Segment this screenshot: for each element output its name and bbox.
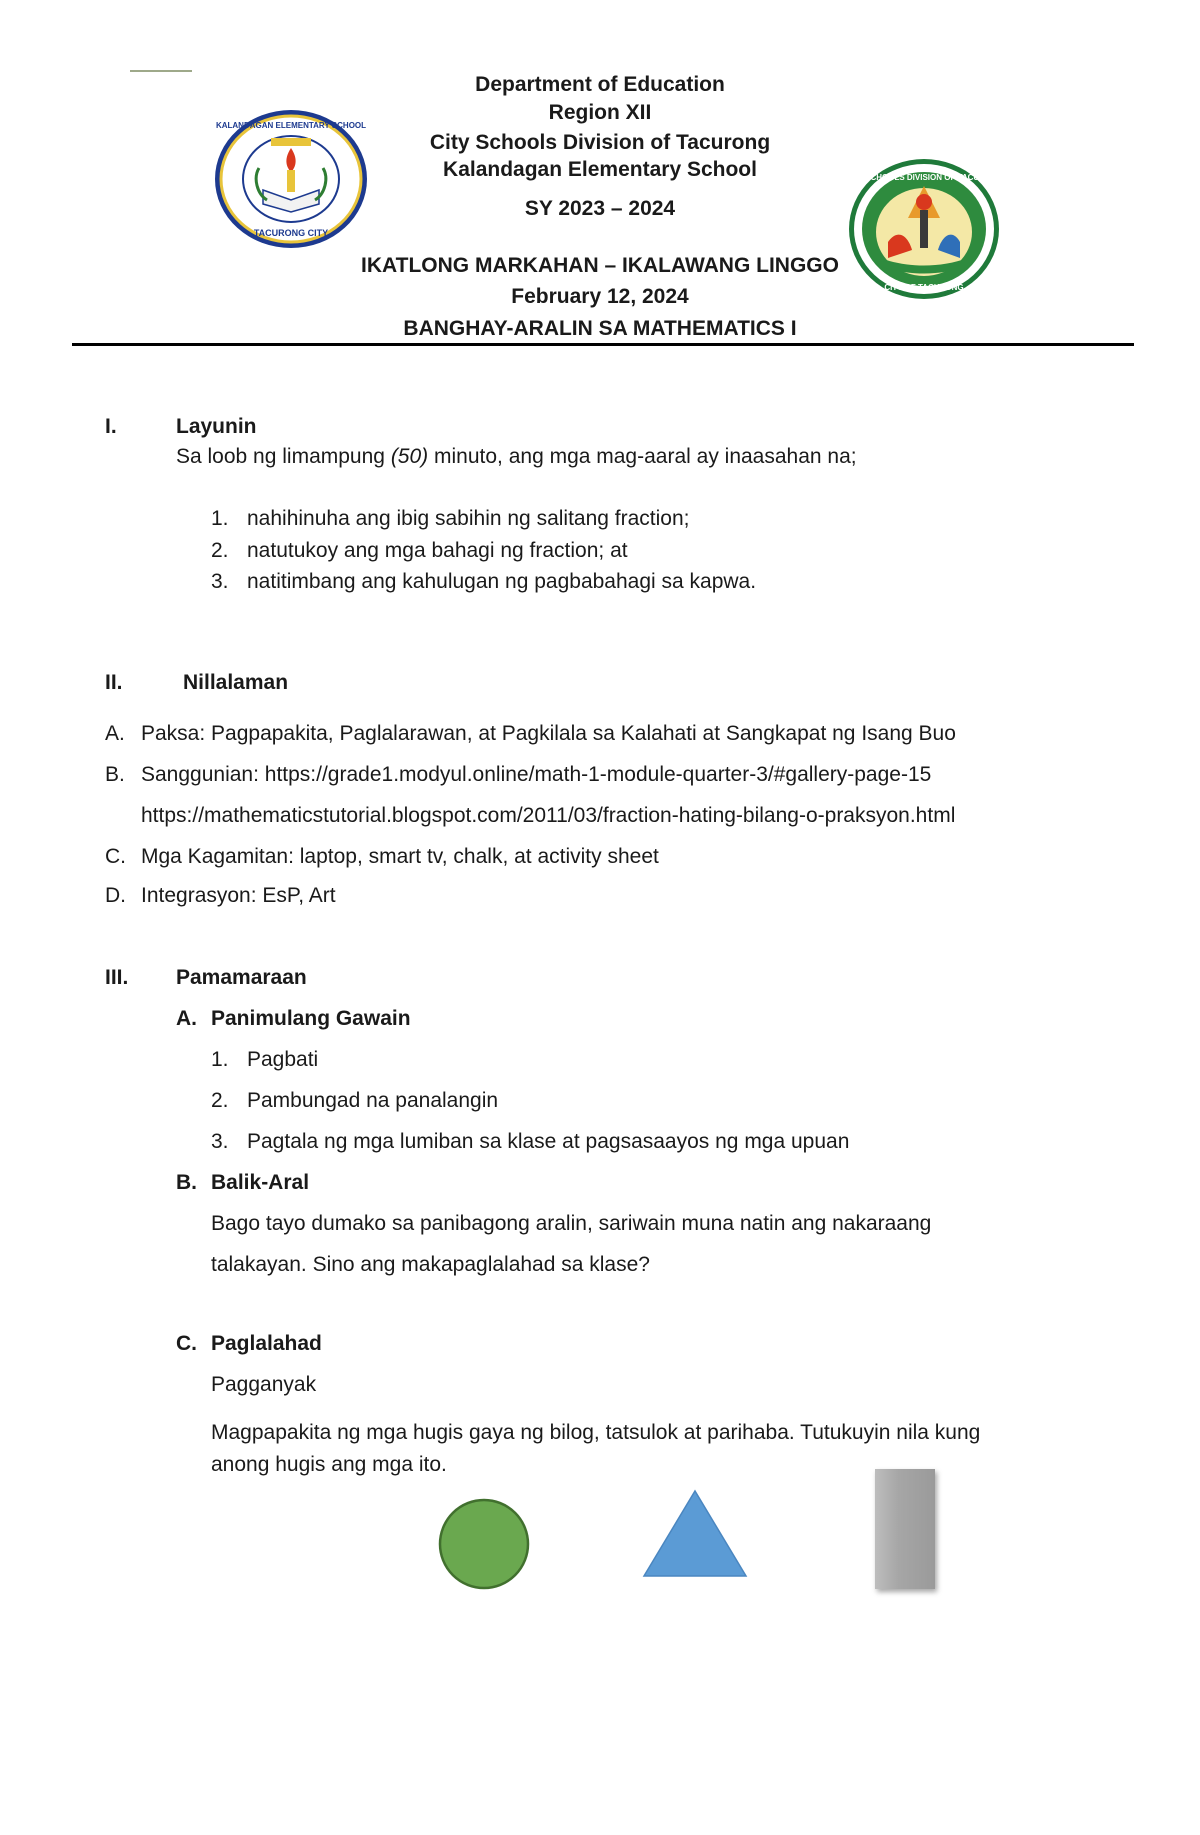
review-text-line-1: Bago tayo dumako sa panibagong aralin, sariwain muna natin ang nakaraang	[211, 1212, 932, 1235]
subsection-c-letter: C.	[176, 1332, 197, 1355]
svg-text:KALANDAGAN ELEMENTARY SCHOOL: KALANDAGAN ELEMENTARY SCHOOL	[215, 121, 367, 130]
motivation-text-line-2: anong hugis ang mga ito.	[211, 1453, 447, 1476]
subsection-a-title: Panimulang Gawain	[211, 1007, 411, 1030]
intro-emphasis: (50)	[390, 445, 429, 468]
header-region: Region XII	[548, 101, 652, 124]
subsection-c-title: Paglalahad	[211, 1332, 322, 1355]
content-reference-link: Sanggunian: https://grade1.modyul.online/math-1-module-quarter-3/#gallery-page-15	[141, 763, 932, 786]
header-rule	[72, 343, 1134, 346]
triangle-shape	[640, 1488, 750, 1580]
objective-number: 3.	[211, 570, 229, 593]
header-quarter: IKATLONG MARKAHAN – IKALAWANG LINGGO	[361, 254, 839, 277]
circle-shape	[437, 1497, 531, 1591]
content-reference-link-2: https://mathematicstutorial.blogspot.com/2011/03/fraction-hating-bilang-o-praksyon.html	[141, 804, 956, 827]
section-1-number: I.	[105, 415, 117, 438]
header-title: BANGHAY-ARALIN SA MATHEMATICS I	[403, 317, 797, 340]
header-school-year: SY 2023 – 2024	[524, 197, 676, 220]
review-text-line-2: talakayan. Sino ang makapaglalahad sa klase?	[211, 1253, 650, 1276]
subsection-b-letter: B.	[176, 1171, 197, 1194]
motivation-text-line-1: Magpapakita ng mga hugis gaya ng bilog, tatsulok at parihaba. Tutukuyin nila kung	[211, 1421, 981, 1444]
section-2-title: Nillalaman	[183, 671, 289, 694]
content-letter: D.	[105, 884, 126, 907]
section-3-title: Pamamaraan	[176, 966, 307, 989]
objective-item: natutukoy ang mga bahagi ng fraction; at	[247, 539, 628, 562]
activity-number: 2.	[211, 1089, 229, 1112]
motivation-label: Pagganyak	[211, 1373, 317, 1396]
objective-number: 2.	[211, 539, 229, 562]
activity-number: 3.	[211, 1130, 229, 1153]
top-left-mark	[130, 70, 192, 72]
content-letter: B.	[105, 763, 125, 786]
activity-item: Pagtala ng mga lumiban sa klase at pagsasaayos ng mga upuan	[247, 1130, 850, 1153]
svg-text:CITY OF TACURONG: CITY OF TACURONG	[884, 283, 964, 292]
content-letter: C.	[105, 845, 126, 868]
content-topic: Paksa: Pagpapakita, Paglalarawan, at Pagkilala sa Kalahati at Sangkapat ng Isang Buo	[141, 722, 956, 745]
objective-item: natitimbang ang kahulugan ng pagbabahagi sa kapwa.	[247, 570, 757, 593]
activity-number: 1.	[211, 1048, 229, 1071]
header-division: City Schools Division of Tacurong	[429, 131, 771, 154]
subsection-a-letter: A.	[176, 1007, 197, 1030]
section-1-title: Layunin	[176, 415, 257, 438]
content-integration: Integrasyon: EsP, Art	[141, 884, 336, 907]
objective-number: 1.	[211, 507, 229, 530]
section-3-number: III.	[105, 966, 129, 989]
objective-item: nahihinuha ang ibig sabihin ng salitang fraction;	[247, 507, 690, 530]
svg-text:CITY SCHOOLS DIVISION OF TACUR: CITY SCHOOLS DIVISION OF TACURONG	[848, 173, 1000, 182]
header-department: Department of Education	[475, 73, 725, 96]
content-letter: A.	[105, 722, 125, 745]
svg-text:TACURONG CITY: TACURONG CITY	[253, 228, 329, 238]
header-date: February 12, 2024	[511, 285, 689, 308]
section-1-intro: Sa loob ng limampung (50) minuto, ang mga mag-aaral ay inaasahan na;	[176, 445, 857, 468]
content-materials: Mga Kagamitan: laptop, smart tv, chalk, at activity sheet	[141, 845, 659, 868]
subsection-b-title: Balik-Aral	[211, 1171, 310, 1194]
rectangle-shape	[875, 1469, 935, 1589]
section-2-number: II.	[105, 671, 123, 694]
header-school: Kalandagan Elementary School	[443, 158, 757, 181]
activity-item: Pambungad na panalangin	[247, 1089, 499, 1112]
activity-item: Pagbati	[247, 1048, 319, 1071]
